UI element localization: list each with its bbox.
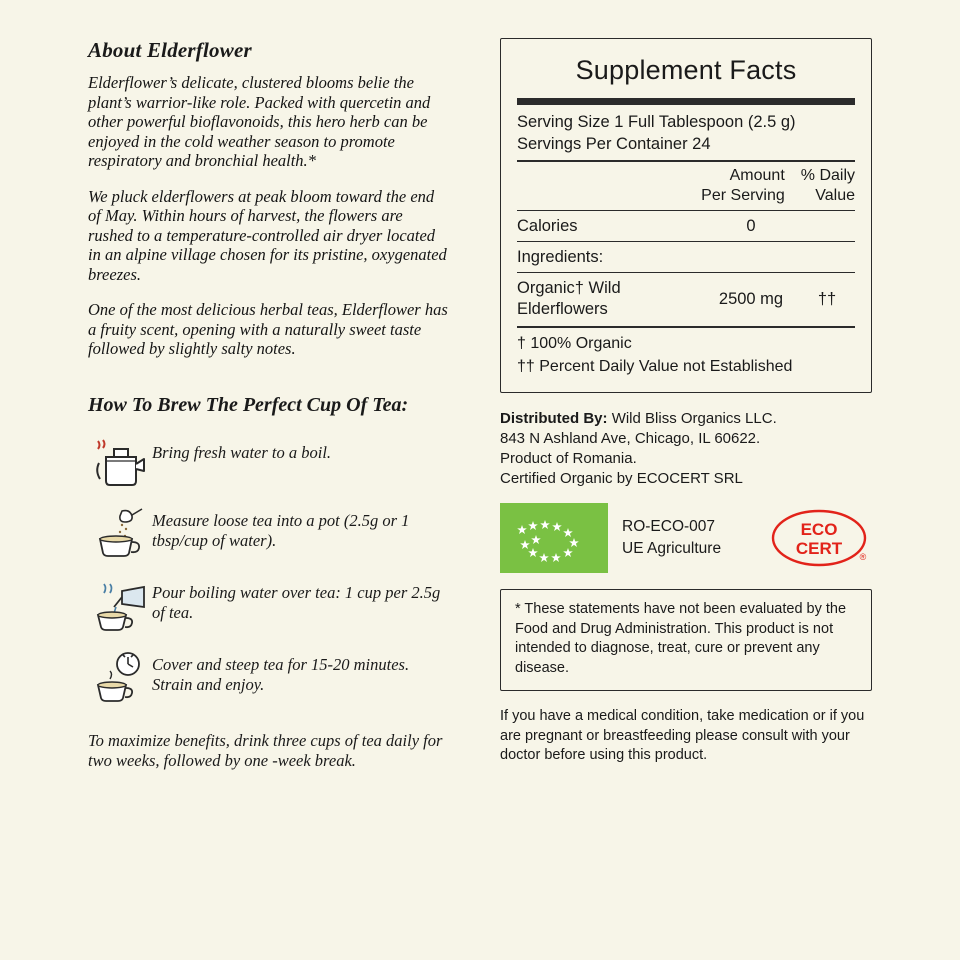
- amount-per-serving-header: Amount Per Serving: [701, 167, 785, 204]
- divider-medium: [517, 160, 855, 162]
- ingredient-name: Organic† Wild Elderflowers: [517, 279, 621, 318]
- distributor-address: 843 N Ashland Ave, Chicago, IL 60622.: [500, 430, 761, 447]
- calories-row: [517, 215, 855, 237]
- brew-step-text: Bring fresh water to a boil.: [152, 442, 332, 462]
- divider-medium: [517, 326, 855, 328]
- kettle-icon: [88, 435, 152, 489]
- supplement-facts-title: Supplement Facts: [575, 55, 797, 85]
- ingredient-amount: 2500 mg: [718, 289, 784, 308]
- ingredient-row: [517, 277, 855, 321]
- distributor-line: [500, 409, 872, 429]
- eu-agriculture-label: UE Agriculture: [622, 540, 722, 557]
- svg-text:®: ®: [859, 552, 867, 562]
- divider-thin: [517, 241, 855, 242]
- left-column: [88, 38, 448, 771]
- medical-warning: If you have a medical condition, take medication or if you are pregnant or breastfeeding please consult with your doctor before using this product.: [500, 708, 865, 763]
- svg-text:ECO: ECO: [800, 520, 838, 539]
- brew-step-text: Measure loose tea into a pot (2.5g or 1 tbsp/cup of water).: [152, 510, 410, 550]
- about-paragraph-3: One of the most delicious herbal teas, Elderflower has a fruity scent, opening with a naturally sweet taste followed by slightly salty notes.: [88, 300, 448, 358]
- product-origin: Product of Romania.: [500, 450, 637, 467]
- certifier-line: Certified Organic by ECOCERT SRL: [500, 470, 743, 487]
- spoon-cup-icon: [88, 503, 152, 561]
- brew-steps-list: [88, 435, 448, 705]
- certification-row: [500, 503, 872, 573]
- servings-per-container: Servings Per Container 24: [517, 135, 711, 153]
- ingredient-daily-value: ††: [817, 289, 837, 308]
- fda-disclaimer-box: [500, 589, 872, 691]
- serving-size: Serving Size 1 Full Tablespoon (2.5 g): [517, 113, 796, 131]
- brew-step: [88, 503, 448, 561]
- divider-thin: [517, 272, 855, 273]
- distributor-block: [500, 409, 872, 489]
- about-title: About Elderflower: [88, 38, 252, 62]
- fda-disclaimer-text: * These statements have not been evaluated by the Food and Drug Administration. This product is not intended to diagnose, treat, cure or prevent any disease.: [515, 601, 847, 676]
- brew-step: [88, 647, 448, 705]
- brew-title: How To Brew The Perfect Cup Of Tea:: [88, 393, 409, 416]
- eu-organic-leaf-icon: [500, 503, 608, 573]
- calories-value: 0: [746, 217, 756, 235]
- eco-code: RO-ECO-007: [622, 518, 716, 535]
- daily-value-header: % Daily Value: [800, 167, 855, 204]
- svg-text:CERT: CERT: [795, 539, 843, 558]
- distributor-company: Wild Bliss Organics LLC.: [611, 410, 777, 427]
- brew-step-text: Pour boiling water over tea: 1 cup per 2.5g of tea.: [152, 582, 441, 622]
- footnote-organic: † 100% Organic: [517, 335, 632, 352]
- footnote-daily-value: †† Percent Daily Value not Established: [517, 358, 793, 375]
- certification-text: [622, 516, 756, 560]
- right-column: [500, 38, 872, 766]
- distributed-by-label: Distributed By:: [500, 410, 608, 427]
- calories-label: Calories: [517, 217, 578, 235]
- ingredients-label: Ingredients:: [517, 248, 604, 266]
- divider-thick: [517, 98, 855, 105]
- column-headers: [517, 166, 855, 206]
- pouring-cup-icon: [88, 575, 152, 633]
- brew-step: [88, 575, 448, 633]
- ecocert-logo-icon: [770, 507, 872, 569]
- brew-step-text: Cover and steep tea for 15-20 minutes. Strain and enjoy.: [152, 654, 410, 694]
- about-paragraph-1: Elderflower’s delicate, clustered blooms belie the plant’s warrior-like role. Packed with quercetin and other powerful bioflavonoids, this hero herb can be enjoyed in the cold weather season to promote respiratory and bronchial health.*: [88, 73, 431, 170]
- closing-note: To maximize benefits, drink three cups of tea daily for two weeks, followed by one -week break.: [88, 730, 443, 770]
- about-paragraph-2: We pluck elderflowers at peak bloom toward the end of May. Within hours of harvest, the flowers are rushed to a temperature-controlled air dryer located in an alpine village chosen for its pristine, oxygenated breezes.: [88, 186, 447, 284]
- brew-step: [88, 435, 448, 489]
- divider-thin: [517, 210, 855, 211]
- supplement-facts-panel: [500, 38, 872, 393]
- timer-cup-icon: [88, 647, 152, 705]
